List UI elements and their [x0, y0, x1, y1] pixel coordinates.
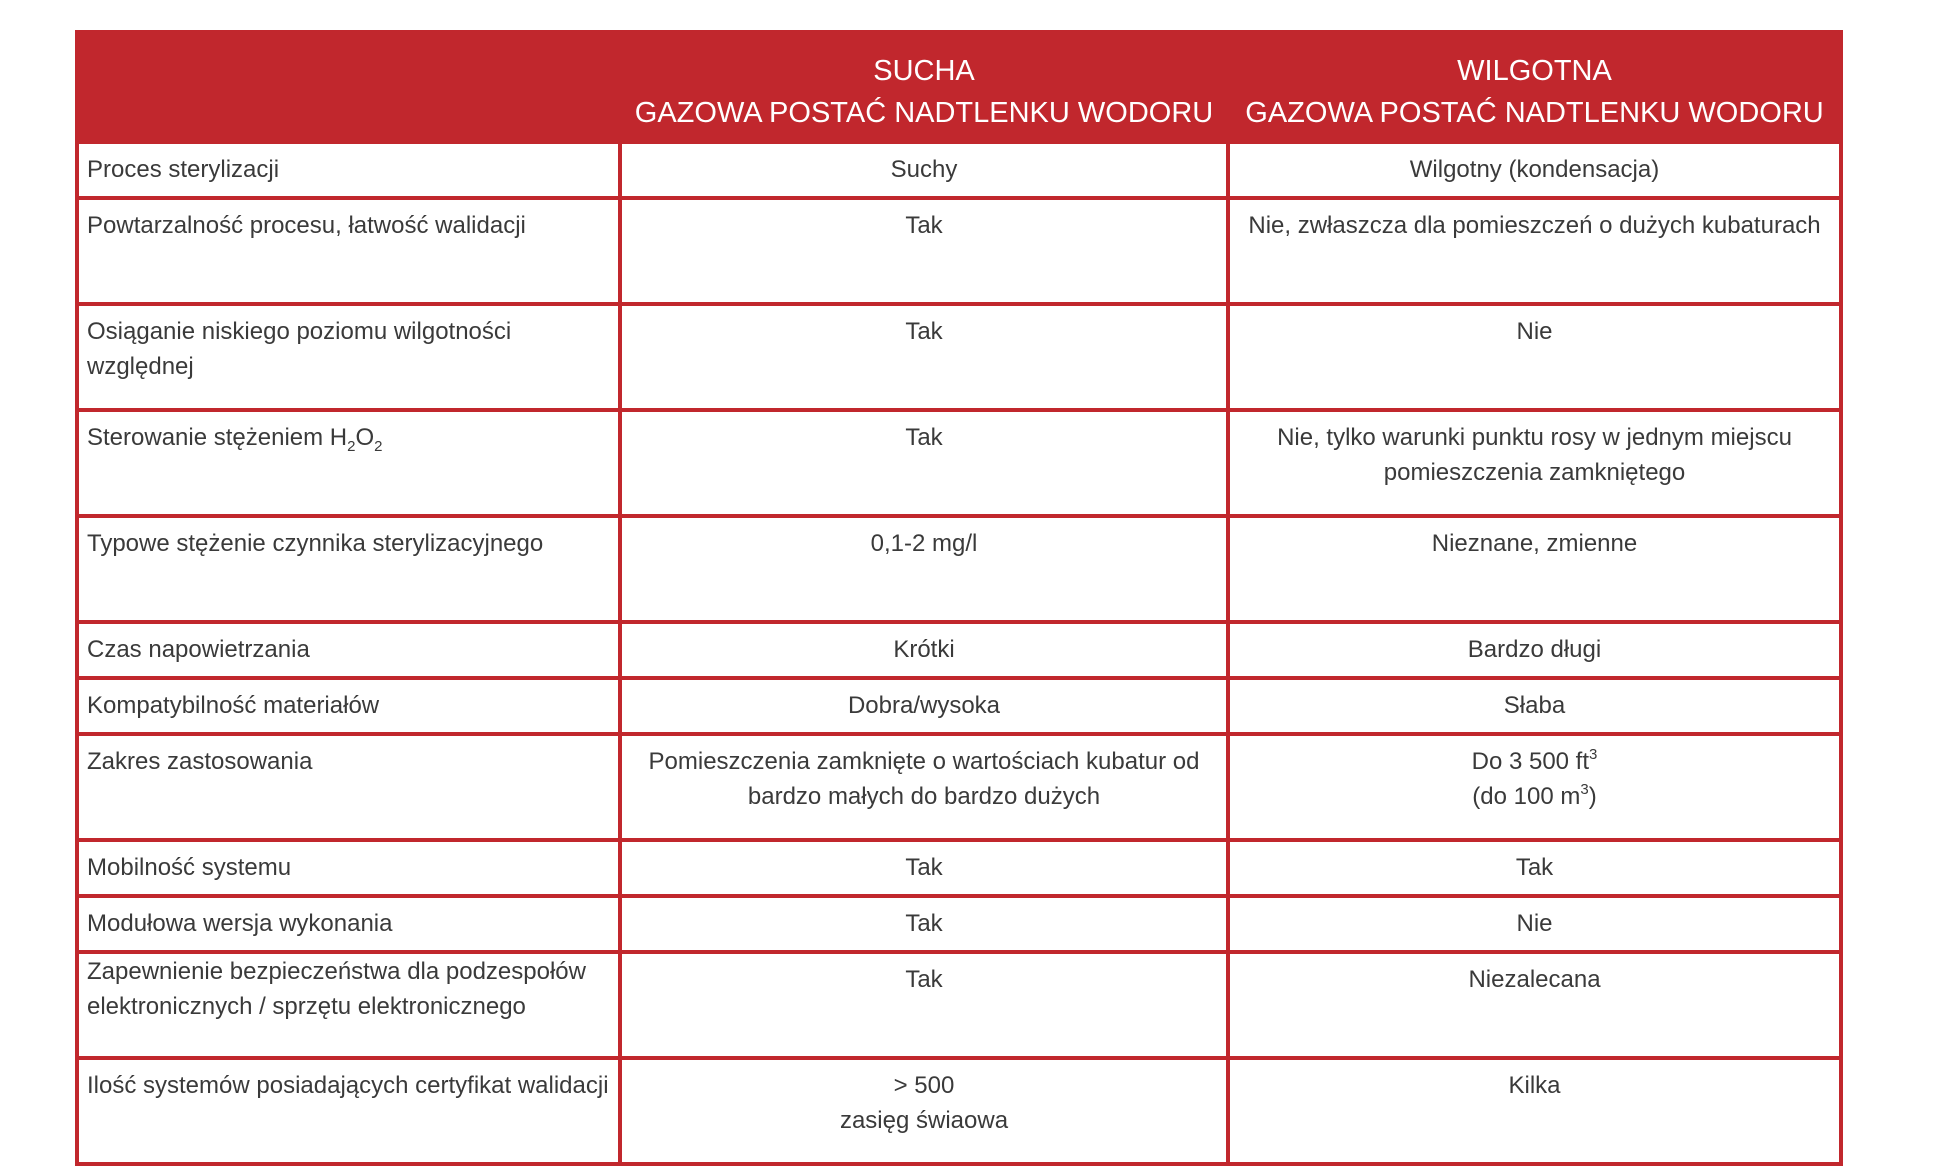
table-row: [77, 1058, 1841, 1164]
row-label: Czas napowietrzania: [77, 622, 620, 678]
wet-value: [1228, 734, 1841, 840]
dry-value: Krótki: [620, 622, 1228, 678]
wet-value: Nie: [1228, 896, 1841, 952]
dry-value: Tak: [620, 840, 1228, 896]
wet-value: Wilgotny (kondensacja): [1228, 142, 1841, 198]
row-label: Powtarzalność procesu, łatwość walidacji: [77, 198, 620, 304]
header-dry-title: SUCHA: [873, 55, 975, 87]
row-label: Mobilność systemu: [77, 840, 620, 896]
table-row: [77, 896, 1841, 952]
wet-value: Bardzo długi: [1228, 622, 1841, 678]
superscript: 3: [1589, 746, 1598, 763]
row-label: Zapewnienie bezpieczeństwa dla podzespołów elektronicznych / sprzętu elektronicznego: [77, 952, 620, 1058]
comparison-table-wrapper: [75, 30, 1839, 1166]
wet-value: Kilka: [1228, 1058, 1841, 1164]
dry-value: 0,1-2 mg/l: [620, 516, 1228, 622]
header-wet: [1228, 32, 1841, 142]
table-row: [77, 410, 1841, 516]
table-row: [77, 734, 1841, 840]
wet-value-line: [1238, 744, 1831, 779]
row-label: Ilość systemów posiadających certyfikat walidacji: [77, 1058, 620, 1164]
table-row: [77, 304, 1841, 410]
dry-value-line: zasięg świaowa: [839, 1107, 1009, 1134]
row-label: Zakres zastosowania: [77, 734, 620, 840]
table-row: [77, 516, 1841, 622]
table-row: [77, 840, 1841, 896]
row-label: Proces sterylizacji: [77, 142, 620, 198]
dry-value: Tak: [620, 952, 1228, 1058]
dry-value: Dobra/wysoka: [620, 678, 1228, 734]
table-row: [77, 142, 1841, 198]
row-label: Typowe stężenie czynnika sterylizacyjnego: [77, 516, 620, 622]
table-row: [77, 678, 1841, 734]
row-label: Kompatybilność materiałów: [77, 678, 620, 734]
wet-value: Nie, zwłaszcza dla pomieszczeń o dużych kubaturach: [1228, 198, 1841, 304]
subscript: 2: [347, 438, 356, 455]
table-row: [77, 952, 1841, 1058]
wet-text: (do 100 m: [1472, 783, 1581, 810]
header-wet-title: WILGOTNA: [1457, 55, 1612, 87]
row-label: Osiąganie niskiego poziomu wilgotności względnej: [77, 304, 620, 410]
table-header-row: [77, 32, 1841, 142]
dry-value: Tak: [620, 410, 1228, 516]
wet-value: Nie, tylko warunki punktu rosy w jednym miejscu pomieszczenia zamkniętego: [1228, 410, 1841, 516]
wet-value: Słaba: [1228, 678, 1841, 734]
dry-value: [620, 1058, 1228, 1164]
header-dry-subtitle: GAZOWA POSTAĆ NADTLENKU WODORU: [634, 97, 1214, 129]
header-wet-subtitle: GAZOWA POSTAĆ NADTLENKU WODORU: [1245, 97, 1824, 129]
dry-value: Tak: [620, 304, 1228, 410]
wet-text: Do 3 500 ft: [1471, 748, 1590, 775]
table-row: [77, 198, 1841, 304]
row-label-prefix: Sterowanie stężeniem H: [87, 424, 348, 451]
subscript: 2: [374, 438, 383, 455]
wet-value-line: [1238, 779, 1831, 814]
wet-text: ): [1588, 783, 1597, 810]
row-label: [77, 410, 620, 516]
wet-value: Niezalecana: [1228, 952, 1841, 1058]
comparison-table: [75, 30, 1843, 1166]
header-dry: [620, 32, 1228, 142]
wet-value: Tak: [1228, 840, 1841, 896]
superscript: 3: [1580, 781, 1589, 798]
dry-value: Tak: [620, 198, 1228, 304]
header-blank-cell: [77, 32, 620, 142]
row-label-mid: O: [355, 424, 375, 451]
dry-value: Suchy: [620, 142, 1228, 198]
dry-value: Tak: [620, 896, 1228, 952]
row-label: Modułowa wersja wykonania: [77, 896, 620, 952]
wet-value: Nieznane, zmienne: [1228, 516, 1841, 622]
table-row: [77, 622, 1841, 678]
wet-value: Nie: [1228, 304, 1841, 410]
dry-value: Pomieszczenia zamknięte o wartościach kubatur od bardzo małych do bardzo dużych: [620, 734, 1228, 840]
dry-value-line: > 500: [893, 1072, 955, 1099]
